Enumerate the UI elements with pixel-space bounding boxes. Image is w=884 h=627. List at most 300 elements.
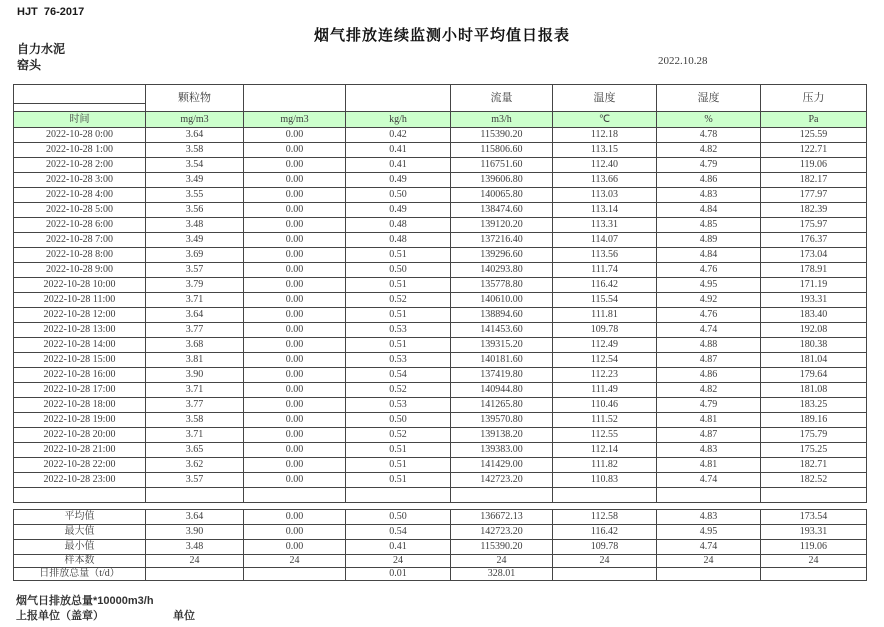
time-cell: 2022-10-28 18:00 xyxy=(14,398,146,413)
unit-label: 单位 xyxy=(173,610,195,622)
value-cell: 0.51 xyxy=(346,278,451,293)
value-cell: 178.91 xyxy=(761,263,867,278)
summary-value: 0.41 xyxy=(346,540,451,555)
value-cell: 0.00 xyxy=(244,263,346,278)
value-cell: 179.64 xyxy=(761,368,867,383)
table-row xyxy=(14,458,867,473)
value-cell: 0.50 xyxy=(346,413,451,428)
value-cell: 0.52 xyxy=(346,428,451,443)
value-cell: 113.03 xyxy=(553,188,657,203)
value-cell: 116.42 xyxy=(553,278,657,293)
value-cell: 115806.60 xyxy=(451,143,553,158)
value-cell: 173.04 xyxy=(761,248,867,263)
time-cell: 2022-10-28 3:00 xyxy=(14,173,146,188)
value-cell: 193.31 xyxy=(761,293,867,308)
time-cell: 2022-10-28 19:00 xyxy=(14,413,146,428)
summary-value: 24 xyxy=(146,555,244,568)
summary-value: 115390.20 xyxy=(451,540,553,555)
value-cell: 0.00 xyxy=(244,428,346,443)
value-cell: 138894.60 xyxy=(451,308,553,323)
value-cell: 0.00 xyxy=(244,383,346,398)
value-cell: 115.54 xyxy=(553,293,657,308)
time-cell: 2022-10-28 22:00 xyxy=(14,458,146,473)
unit-cell: kg/h xyxy=(346,112,451,128)
value-cell: 4.89 xyxy=(657,233,761,248)
value-cell: 0.00 xyxy=(244,233,346,248)
value-cell: 0.50 xyxy=(346,188,451,203)
summary-value: 142723.20 xyxy=(451,525,553,540)
table-row xyxy=(14,128,867,143)
summary-value: 0.54 xyxy=(346,525,451,540)
time-cell: 2022-10-28 23:00 xyxy=(14,473,146,488)
value-cell: 3.49 xyxy=(146,233,244,248)
time-cell: 2022-10-28 4:00 xyxy=(14,188,146,203)
time-cell: 2022-10-28 13:00 xyxy=(14,323,146,338)
summary-value: 116.42 xyxy=(553,525,657,540)
time-cell: 2022-10-28 5:00 xyxy=(14,203,146,218)
header-blank-bottom xyxy=(14,104,146,112)
flow-total-note: 烟气日排放总量*10000m3/h xyxy=(16,595,154,607)
page-title: 烟气排放连续监测小时平均值日报表 xyxy=(313,27,570,44)
spacer-body xyxy=(14,488,867,503)
value-cell: 0.49 xyxy=(346,203,451,218)
empty-cell xyxy=(14,488,146,503)
table-row xyxy=(14,293,867,308)
value-cell: 3.71 xyxy=(146,383,244,398)
standard-code: HJT 76-2017 xyxy=(17,6,85,18)
table-row xyxy=(14,203,867,218)
summary-label: 最小值 xyxy=(14,540,146,555)
time-cell: 2022-10-28 1:00 xyxy=(14,143,146,158)
value-cell: 140610.00 xyxy=(451,293,553,308)
value-cell: 3.49 xyxy=(146,173,244,188)
header-pressure: 压力 xyxy=(761,85,867,112)
value-cell: 3.90 xyxy=(146,368,244,383)
summary-value: 4.74 xyxy=(657,540,761,555)
value-cell: 4.83 xyxy=(657,188,761,203)
value-cell: 0.51 xyxy=(346,443,451,458)
summary-row xyxy=(14,540,867,555)
value-cell: 122.71 xyxy=(761,143,867,158)
summary-value: 0.00 xyxy=(244,510,346,525)
value-cell: 0.53 xyxy=(346,353,451,368)
value-cell: 0.53 xyxy=(346,323,451,338)
value-cell: 4.76 xyxy=(657,263,761,278)
empty-cell xyxy=(761,488,867,503)
value-cell: 113.56 xyxy=(553,248,657,263)
value-cell: 4.81 xyxy=(657,413,761,428)
company-name: 自力水泥 xyxy=(17,42,66,56)
value-cell: 4.82 xyxy=(657,383,761,398)
time-cell: 2022-10-28 7:00 xyxy=(14,233,146,248)
summary-label: 样本数 xyxy=(14,555,146,568)
data-rows xyxy=(14,128,867,488)
summary-table xyxy=(13,509,867,581)
empty-cell xyxy=(553,488,657,503)
table-row xyxy=(14,368,867,383)
value-cell: 3.77 xyxy=(146,398,244,413)
value-cell: 4.85 xyxy=(657,218,761,233)
summary-value: 3.48 xyxy=(146,540,244,555)
time-cell: 2022-10-28 15:00 xyxy=(14,353,146,368)
value-cell: 3.71 xyxy=(146,293,244,308)
value-cell: 0.41 xyxy=(346,143,451,158)
monitor-point-label: 窑头 xyxy=(17,58,42,72)
unit-cell: % xyxy=(657,112,761,128)
table-row xyxy=(14,263,867,278)
header-blank-top xyxy=(14,85,146,104)
value-cell: 0.51 xyxy=(346,248,451,263)
header-humidity: 湿度 xyxy=(657,85,761,112)
value-cell: 4.79 xyxy=(657,398,761,413)
table-row xyxy=(14,398,867,413)
value-cell: 175.79 xyxy=(761,428,867,443)
value-cell: 4.81 xyxy=(657,458,761,473)
value-cell: 0.00 xyxy=(244,338,346,353)
time-cell: 2022-10-28 16:00 xyxy=(14,368,146,383)
value-cell: 112.49 xyxy=(553,338,657,353)
value-cell: 4.74 xyxy=(657,473,761,488)
value-cell: 3.79 xyxy=(146,278,244,293)
value-cell: 0.48 xyxy=(346,218,451,233)
table-row xyxy=(14,188,867,203)
summary-value: 0.00 xyxy=(244,525,346,540)
summary-value: 193.31 xyxy=(761,525,867,540)
header-blank xyxy=(244,85,346,112)
value-cell: 111.52 xyxy=(553,413,657,428)
value-cell: 112.18 xyxy=(553,128,657,143)
table-row xyxy=(14,233,867,248)
value-cell: 0.00 xyxy=(244,398,346,413)
value-cell: 182.71 xyxy=(761,458,867,473)
value-cell: 180.38 xyxy=(761,338,867,353)
value-cell: 115390.20 xyxy=(451,128,553,143)
table-row xyxy=(14,473,867,488)
value-cell: 4.84 xyxy=(657,203,761,218)
value-cell: 3.54 xyxy=(146,158,244,173)
value-cell: 3.58 xyxy=(146,413,244,428)
value-cell: 141429.00 xyxy=(451,458,553,473)
value-cell: 4.76 xyxy=(657,308,761,323)
value-cell: 111.81 xyxy=(553,308,657,323)
value-cell: 0.51 xyxy=(346,473,451,488)
table-row xyxy=(14,428,867,443)
time-cell: 2022-10-28 11:00 xyxy=(14,293,146,308)
time-cell: 2022-10-28 10:00 xyxy=(14,278,146,293)
empty-cell xyxy=(346,488,451,503)
value-cell: 135778.80 xyxy=(451,278,553,293)
value-cell: 140065.80 xyxy=(451,188,553,203)
table-row xyxy=(14,443,867,458)
value-cell: 0.00 xyxy=(244,353,346,368)
value-cell: 139383.00 xyxy=(451,443,553,458)
value-cell: 0.50 xyxy=(346,263,451,278)
value-cell: 112.55 xyxy=(553,428,657,443)
value-cell: 3.71 xyxy=(146,428,244,443)
time-cell: 2022-10-28 8:00 xyxy=(14,248,146,263)
value-cell: 111.82 xyxy=(553,458,657,473)
value-cell: 119.06 xyxy=(761,158,867,173)
value-cell: 0.51 xyxy=(346,458,451,473)
value-cell: 4.83 xyxy=(657,443,761,458)
spacer-row xyxy=(14,488,867,503)
value-cell: 139315.20 xyxy=(451,338,553,353)
table-area xyxy=(13,84,867,581)
value-cell: 3.68 xyxy=(146,338,244,353)
table-row xyxy=(14,158,867,173)
value-cell: 140181.60 xyxy=(451,353,553,368)
value-cell: 112.54 xyxy=(553,353,657,368)
summary-value: 24 xyxy=(657,555,761,568)
value-cell: 4.78 xyxy=(657,128,761,143)
value-cell: 0.00 xyxy=(244,203,346,218)
value-cell: 3.55 xyxy=(146,188,244,203)
value-cell: 0.48 xyxy=(346,233,451,248)
summary-label: 日排放总量（t/d） xyxy=(14,568,146,581)
summary-value: 109.78 xyxy=(553,540,657,555)
value-cell: 109.78 xyxy=(553,323,657,338)
table-row xyxy=(14,248,867,263)
value-cell: 139570.80 xyxy=(451,413,553,428)
summary-value: 4.95 xyxy=(657,525,761,540)
unit-time: 时间 xyxy=(14,112,146,128)
time-cell: 2022-10-28 2:00 xyxy=(14,158,146,173)
header-flow: 流量 xyxy=(451,85,553,112)
value-cell: 3.62 xyxy=(146,458,244,473)
value-cell: 182.52 xyxy=(761,473,867,488)
summary-value xyxy=(146,568,244,581)
value-cell: 176.37 xyxy=(761,233,867,248)
value-cell: 112.14 xyxy=(553,443,657,458)
value-cell: 0.54 xyxy=(346,368,451,383)
value-cell: 113.15 xyxy=(553,143,657,158)
summary-value xyxy=(244,568,346,581)
summary-row xyxy=(14,555,867,568)
empty-cell xyxy=(451,488,553,503)
value-cell: 4.74 xyxy=(657,323,761,338)
value-cell: 139296.60 xyxy=(451,248,553,263)
value-cell: 110.46 xyxy=(553,398,657,413)
value-cell: 4.87 xyxy=(657,353,761,368)
value-cell: 0.00 xyxy=(244,158,346,173)
header-particulate: 颗粒物 xyxy=(146,85,244,112)
value-cell: 175.25 xyxy=(761,443,867,458)
time-cell: 2022-10-28 21:00 xyxy=(14,443,146,458)
value-cell: 3.64 xyxy=(146,308,244,323)
time-cell: 2022-10-28 12:00 xyxy=(14,308,146,323)
unit-cell: mg/m3 xyxy=(244,112,346,128)
summary-value: 4.83 xyxy=(657,510,761,525)
value-cell: 137216.40 xyxy=(451,233,553,248)
value-cell: 183.25 xyxy=(761,398,867,413)
value-cell: 3.57 xyxy=(146,263,244,278)
value-cell: 3.57 xyxy=(146,473,244,488)
summary-value: 3.64 xyxy=(146,510,244,525)
value-cell: 116751.60 xyxy=(451,158,553,173)
table-row xyxy=(14,278,867,293)
table-row xyxy=(14,413,867,428)
value-cell: 0.00 xyxy=(244,248,346,263)
value-cell: 0.42 xyxy=(346,128,451,143)
value-cell: 192.08 xyxy=(761,323,867,338)
table-row xyxy=(14,338,867,353)
value-cell: 0.00 xyxy=(244,143,346,158)
value-cell: 0.00 xyxy=(244,473,346,488)
value-cell: 3.48 xyxy=(146,218,244,233)
summary-value: 112.58 xyxy=(553,510,657,525)
report-unit-label: 上报单位（盖章） xyxy=(16,610,104,622)
value-cell: 110.83 xyxy=(553,473,657,488)
value-cell: 0.00 xyxy=(244,308,346,323)
value-cell: 3.81 xyxy=(146,353,244,368)
summary-value: 24 xyxy=(553,555,657,568)
value-cell: 0.00 xyxy=(244,128,346,143)
summary-value: 24 xyxy=(451,555,553,568)
value-cell: 137419.80 xyxy=(451,368,553,383)
summary-value: 0.00 xyxy=(244,540,346,555)
value-cell: 4.79 xyxy=(657,158,761,173)
value-cell: 0.49 xyxy=(346,173,451,188)
report-date: 2022.10.28 xyxy=(658,55,708,67)
value-cell: 0.00 xyxy=(244,278,346,293)
report-table xyxy=(13,84,867,503)
header-blank xyxy=(346,85,451,112)
value-cell: 142723.20 xyxy=(451,473,553,488)
summary-value xyxy=(761,568,867,581)
value-cell: 189.16 xyxy=(761,413,867,428)
value-cell: 4.86 xyxy=(657,368,761,383)
time-cell: 2022-10-28 6:00 xyxy=(14,218,146,233)
time-cell: 2022-10-28 14:00 xyxy=(14,338,146,353)
summary-label: 平均值 xyxy=(14,510,146,525)
value-cell: 0.00 xyxy=(244,458,346,473)
value-cell: 0.00 xyxy=(244,413,346,428)
value-cell: 141265.80 xyxy=(451,398,553,413)
value-cell: 114.07 xyxy=(553,233,657,248)
value-cell: 177.97 xyxy=(761,188,867,203)
value-cell: 0.41 xyxy=(346,158,451,173)
value-cell: 0.00 xyxy=(244,368,346,383)
group-header-row xyxy=(14,85,867,104)
time-cell: 2022-10-28 9:00 xyxy=(14,263,146,278)
value-cell: 140944.80 xyxy=(451,383,553,398)
value-cell: 181.08 xyxy=(761,383,867,398)
value-cell: 113.66 xyxy=(553,173,657,188)
value-cell: 138474.60 xyxy=(451,203,553,218)
table-row xyxy=(14,353,867,368)
unit-cell: ℃ xyxy=(553,112,657,128)
value-cell: 111.74 xyxy=(553,263,657,278)
value-cell: 140293.80 xyxy=(451,263,553,278)
value-cell: 112.23 xyxy=(553,368,657,383)
value-cell: 139606.80 xyxy=(451,173,553,188)
summary-value xyxy=(657,568,761,581)
value-cell: 3.64 xyxy=(146,128,244,143)
empty-cell xyxy=(146,488,244,503)
unit-cell: mg/m3 xyxy=(146,112,244,128)
value-cell: 175.97 xyxy=(761,218,867,233)
summary-value: 24 xyxy=(244,555,346,568)
value-cell: 141453.60 xyxy=(451,323,553,338)
header-temperature: 温度 xyxy=(553,85,657,112)
value-cell: 0.00 xyxy=(244,443,346,458)
time-cell: 2022-10-28 0:00 xyxy=(14,128,146,143)
value-cell: 182.17 xyxy=(761,173,867,188)
summary-value: 136672.13 xyxy=(451,510,553,525)
value-cell: 4.87 xyxy=(657,428,761,443)
summary-value xyxy=(553,568,657,581)
value-cell: 113.14 xyxy=(553,203,657,218)
summary-row xyxy=(14,510,867,525)
value-cell: 183.40 xyxy=(761,308,867,323)
value-cell: 0.00 xyxy=(244,323,346,338)
summary-value: 0.01 xyxy=(346,568,451,581)
summary-value: 328.01 xyxy=(451,568,553,581)
value-cell: 0.00 xyxy=(244,173,346,188)
summary-value: 3.90 xyxy=(146,525,244,540)
value-cell: 0.51 xyxy=(346,338,451,353)
empty-cell xyxy=(657,488,761,503)
summary-value: 0.50 xyxy=(346,510,451,525)
summary-value: 24 xyxy=(346,555,451,568)
value-cell: 125.59 xyxy=(761,128,867,143)
value-cell: 0.53 xyxy=(346,398,451,413)
empty-cell xyxy=(244,488,346,503)
value-cell: 0.00 xyxy=(244,218,346,233)
table-row xyxy=(14,383,867,398)
value-cell: 182.39 xyxy=(761,203,867,218)
unit-header-row xyxy=(14,112,867,128)
summary-rows xyxy=(14,510,867,581)
time-cell: 2022-10-28 20:00 xyxy=(14,428,146,443)
value-cell: 4.86 xyxy=(657,173,761,188)
summary-label: 最大值 xyxy=(14,525,146,540)
table-row xyxy=(14,173,867,188)
table-row xyxy=(14,308,867,323)
value-cell: 139120.20 xyxy=(451,218,553,233)
unit-cell: Pa xyxy=(761,112,867,128)
value-cell: 171.19 xyxy=(761,278,867,293)
summary-value: 173.54 xyxy=(761,510,867,525)
footer-line xyxy=(16,607,516,623)
value-cell: 3.69 xyxy=(146,248,244,263)
time-cell: 2022-10-28 17:00 xyxy=(14,383,146,398)
summary-row xyxy=(14,525,867,540)
value-cell: 4.92 xyxy=(657,293,761,308)
value-cell: 3.65 xyxy=(146,443,244,458)
table-row xyxy=(14,323,867,338)
summary-value: 24 xyxy=(761,555,867,568)
value-cell: 3.58 xyxy=(146,143,244,158)
table-row xyxy=(14,218,867,233)
value-cell: 0.52 xyxy=(346,383,451,398)
value-cell: 4.88 xyxy=(657,338,761,353)
table-row xyxy=(14,143,867,158)
value-cell: 0.00 xyxy=(244,293,346,308)
value-cell: 181.04 xyxy=(761,353,867,368)
value-cell: 113.31 xyxy=(553,218,657,233)
value-cell: 112.40 xyxy=(553,158,657,173)
value-cell: 0.51 xyxy=(346,308,451,323)
value-cell: 0.52 xyxy=(346,293,451,308)
summary-value: 119.06 xyxy=(761,540,867,555)
value-cell: 0.00 xyxy=(244,188,346,203)
value-cell: 4.84 xyxy=(657,248,761,263)
value-cell: 4.95 xyxy=(657,278,761,293)
value-cell: 3.77 xyxy=(146,323,244,338)
value-cell: 4.82 xyxy=(657,143,761,158)
summary-row xyxy=(14,568,867,581)
